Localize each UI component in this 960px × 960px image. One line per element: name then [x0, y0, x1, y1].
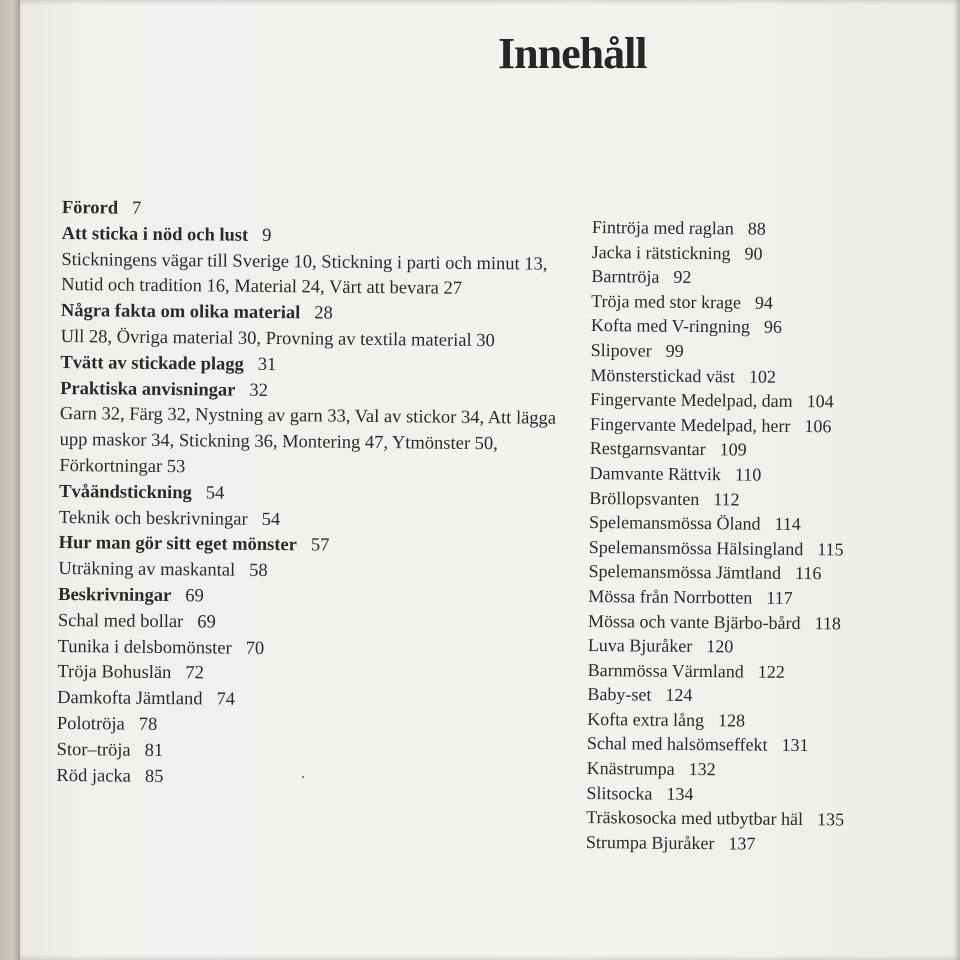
toc-entry: Baby-set 124 [587, 684, 693, 706]
toc-entry: Slitsocka 134 [586, 782, 694, 804]
ink-speck [302, 776, 304, 778]
toc-entry: Träskosocka med utbytbar häl 135 [586, 807, 845, 830]
toc-entry: Praktiska anvisningar 32 [60, 378, 269, 401]
toc-entry: Kofta extra lång 128 [587, 708, 746, 731]
toc-entry: Tunika i delsbomönster 70 [57, 636, 265, 659]
toc-entry: Stor–tröja 81 [56, 739, 164, 761]
toc-entry: Luva Bjuråker 120 [587, 635, 734, 657]
toc-entry: Slipover 99 [590, 339, 684, 361]
toc-entry: Restgarnsvantar 109 [589, 438, 747, 460]
toc-entry: Fingervante Medelpad, dam 104 [590, 389, 834, 412]
toc-right-column [586, 215, 952, 858]
toc-entry: Mönsterstickad väst 102 [590, 364, 777, 387]
toc-entry: Tvåändstickning 54 [59, 481, 225, 504]
toc-entry: Mössa och vante Bjärbo-bård 118 [588, 610, 841, 633]
toc-entry: Schal med halsömseffekt 131 [586, 733, 809, 756]
toc-entry: Knästrumpa 132 [586, 758, 716, 780]
toc-entry: Tröja med stor krage 94 [591, 290, 774, 313]
book-spine [0, 0, 20, 960]
page-title: Innehåll [498, 29, 647, 78]
toc-entry: Tröja Bohuslän 72 [57, 662, 204, 684]
toc-entry: Röd jacka 85 [56, 765, 164, 787]
toc-entry: Uträkning av maskantal 58 [58, 559, 268, 582]
toc-subentries: Stickningens vägar till Sverige 10, Stickning i parti och minut 13, Nutid och tradition 16, Material 24, Värt att bevara 27 [61, 249, 548, 300]
toc-left-column [56, 196, 572, 794]
toc-entry: Schal med bollar 69 [57, 610, 216, 633]
toc-subentries: Ull 28, Övriga material 30, Provning av textila material 30 [60, 326, 495, 352]
toc-entry: Barntröja 92 [591, 266, 692, 288]
toc-entry: Damvante Rättvik 110 [589, 462, 762, 485]
toc-entry: Mössa från Norrbotten 117 [588, 585, 793, 608]
toc-entry: Strumpa Bjuråker 137 [585, 831, 756, 854]
toc-entry: Spelemansmössa Hälsingland 115 [588, 536, 844, 560]
toc-entry: Spelemansmössa Jämtland 116 [588, 561, 822, 584]
toc-entry: Jacka i rätstickning 90 [591, 241, 763, 264]
toc-entry: Spelemansmössa Öland 114 [588, 512, 801, 535]
toc-entry: Förord 7 [61, 197, 142, 219]
toc-entry: Beskrivningar 69 [58, 584, 204, 607]
toc-entry: Damkofta Jämtland 74 [57, 688, 236, 710]
toc-entry: Fingervante Medelpad, herr 106 [589, 413, 832, 437]
toc-entry: Fintröja med raglan 88 [591, 216, 766, 239]
toc-subentries: Garn 32, Färg 32, Nystning av garn 33, Val av stickor 34, Att lägga upp maskor 34, Stickning 36, Montering 47, Ytmönster 50, Förkortningar 53 [59, 404, 557, 478]
toc-entry: Polotröja 78 [56, 713, 158, 735]
toc-entry: Bröllopsvanten 112 [589, 487, 740, 509]
toc-entry: Teknik och beskrivningar 54 [58, 507, 281, 530]
toc-entry: Barnmössa Värmland 122 [587, 659, 785, 682]
toc-entry: Att sticka i nöd och lust 9 [61, 223, 272, 246]
toc-entry: Kofta med V-ringning 96 [590, 315, 783, 338]
toc-entry: Hur man gör sitt eget mönster 57 [58, 533, 330, 556]
toc-entry: Tvätt av stickade plagg 31 [60, 352, 277, 375]
toc-entry: Några fakta om olika material 28 [60, 301, 333, 324]
